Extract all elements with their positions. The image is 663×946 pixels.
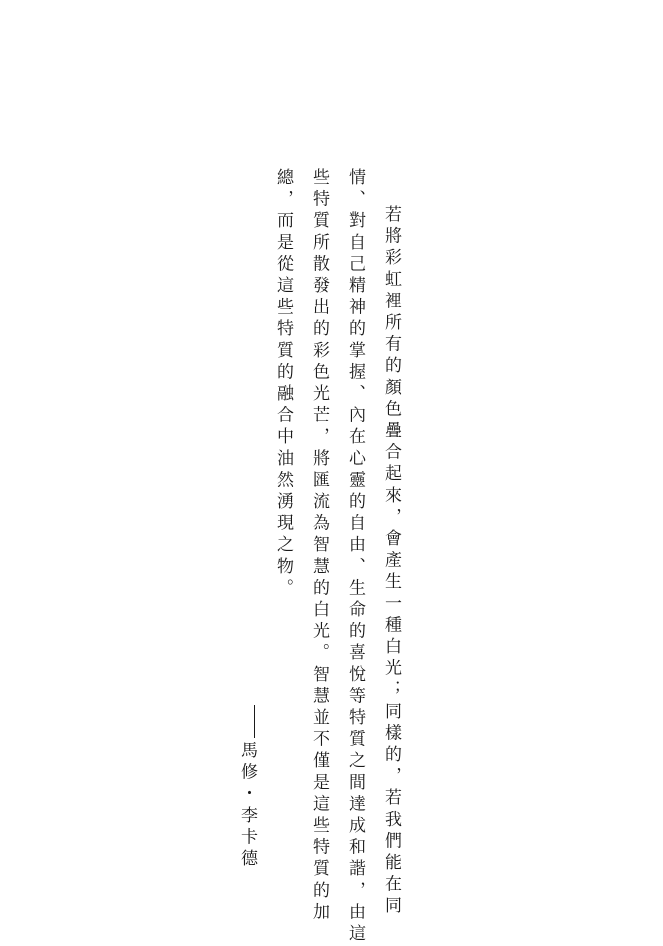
quote-column-1: 若將彩虹裡所有的顏色疊合起來，會產生一種白光；同樣的，若我們能在同 [381, 205, 401, 918]
attribution-author: 馬修・李卡德 [237, 741, 257, 871]
attribution [238, 705, 255, 871]
quote-column-4: 總，而是從這些特質的融合中油然湧現之物。 [273, 168, 293, 600]
attribution-dash [254, 705, 255, 738]
quote-column-3: 些特質所散發出的彩色光芒，將匯流為智慧的白光。智慧並不僅是這些特質的加 [309, 168, 329, 924]
quote-column-2: 情、對自己精神的掌握、內在心靈的自由、生命的喜悅等特質之間達成和諧，由這 [345, 168, 365, 946]
